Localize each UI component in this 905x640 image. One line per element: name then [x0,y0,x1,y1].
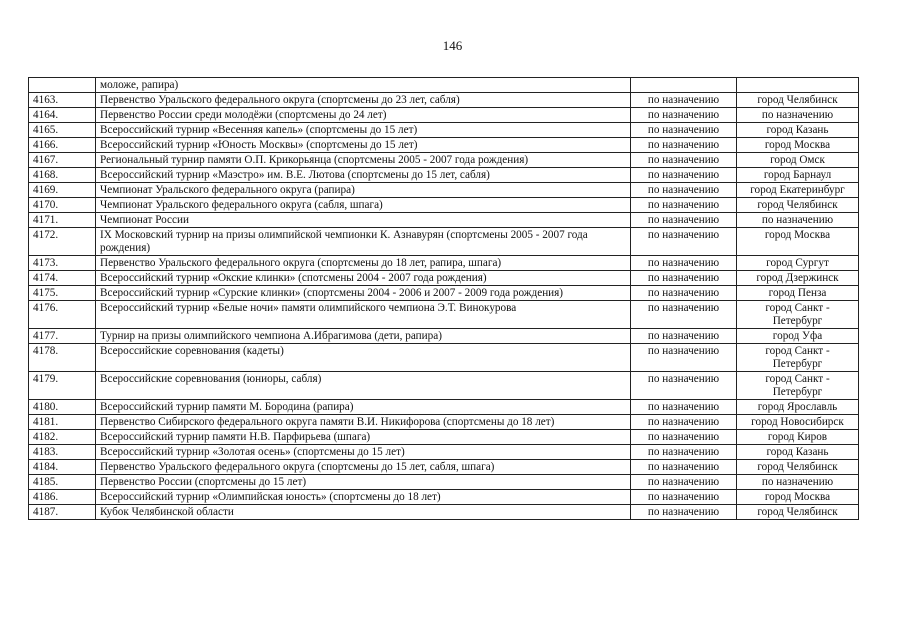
event-name: моложе, рапира) [96,78,631,93]
event-date: по назначению [631,301,737,329]
page-number: 146 [442,38,463,53]
row-number: 4180. [29,400,96,415]
event-place: город Уфа [737,329,859,344]
event-place: город Челябинск [737,198,859,213]
table-row [29,213,859,228]
event-name: Турнир на призы олимпийского чемпиона А.Ибрагимова (дети, рапира) [96,329,631,344]
row-number: 4187. [29,505,96,520]
event-name: Региональный турнир памяти О.П. Крикорьянца (спортсмены 2005 - 2007 года рождения) [96,153,631,168]
row-number: 4179. [29,372,96,400]
event-place: город Санкт - Петербург [737,301,859,329]
row-number: 4170. [29,198,96,213]
event-place: город Челябинск [737,460,859,475]
table-row [29,271,859,286]
event-name: Всероссийский турнир «Маэстро» им. В.Е. Лютова (спортсмены до 15 лет, сабля) [96,168,631,183]
event-date: по назначению [631,153,737,168]
table-row [29,153,859,168]
event-place: город Челябинск [737,505,859,520]
row-number: 4186. [29,490,96,505]
event-place: город Москва [737,228,859,256]
event-name: Чемпионат России [96,213,631,228]
event-date [631,78,737,93]
event-place: город Санкт - Петербург [737,372,859,400]
event-place: по назначению [737,213,859,228]
event-date: по назначению [631,93,737,108]
row-number: 4169. [29,183,96,198]
event-name: Первенство России (спортсмены до 15 лет) [96,475,631,490]
event-place: город Дзержинск [737,271,859,286]
event-place: город Киров [737,430,859,445]
event-name: Всероссийский турнир «Окские клинки» (спотсмены 2004 - 2007 года рождения) [96,271,631,286]
table-row [29,460,859,475]
event-date: по назначению [631,183,737,198]
event-place: город Сургут [737,256,859,271]
event-name: Всероссийский турнир «Белые ночи» памяти олимпийского чемпиона Э.Т. Винокурова [96,301,631,329]
row-number: 4185. [29,475,96,490]
table-row [29,123,859,138]
event-place: город Барнаул [737,168,859,183]
event-place: город Новосибирск [737,415,859,430]
event-name: Всероссийский турнир «Олимпийская юность» (спортсмены до 18 лет) [96,490,631,505]
event-date: по назначению [631,460,737,475]
table-row [29,415,859,430]
event-place: город Санкт - Петербург [737,344,859,372]
event-name: Чемпионат Уральского федерального округа (рапира) [96,183,631,198]
event-place: город Москва [737,490,859,505]
table-row [29,445,859,460]
event-name: Всероссийские соревнования (юниоры, сабля) [96,372,631,400]
event-name: Всероссийский турнир памяти М. Бородина (рапира) [96,400,631,415]
event-name: Всероссийские соревнования (кадеты) [96,344,631,372]
event-name: Всероссийский турнир «Весенняя капель» (спортсмены до 15 лет) [96,123,631,138]
table-row [29,168,859,183]
events-table-body [29,78,859,520]
table-row [29,78,859,93]
table-row [29,256,859,271]
row-number: 4171. [29,213,96,228]
event-date: по назначению [631,168,737,183]
table-row [29,344,859,372]
table-row [29,301,859,329]
event-place: город Ярославль [737,400,859,415]
row-number: 4168. [29,168,96,183]
event-date: по назначению [631,271,737,286]
event-place: город Казань [737,445,859,460]
event-date: по назначению [631,198,737,213]
table-row [29,198,859,213]
table-row [29,108,859,123]
row-number: 4184. [29,460,96,475]
table-row [29,475,859,490]
table-row [29,93,859,108]
row-number: 4163. [29,93,96,108]
row-number: 4167. [29,153,96,168]
event-date: по назначению [631,344,737,372]
table-row [29,372,859,400]
table-row [29,329,859,344]
event-date: по назначению [631,329,737,344]
row-number: 4174. [29,271,96,286]
row-number: 4173. [29,256,96,271]
event-date: по назначению [631,123,737,138]
event-place: город Екатеринбург [737,183,859,198]
event-date: по назначению [631,228,737,256]
table-row [29,138,859,153]
event-place: город Казань [737,123,859,138]
event-name: Первенство Уральского федерального округа (спортсмены до 18 лет, рапира, шпага) [96,256,631,271]
event-date: по назначению [631,256,737,271]
event-name: Первенство Уральского федерального округа (спортсмены до 23 лет, сабля) [96,93,631,108]
event-name: Первенство России среди молодёжи (спортсмены до 24 лет) [96,108,631,123]
row-number: 4175. [29,286,96,301]
event-date: по назначению [631,490,737,505]
event-date: по назначению [631,415,737,430]
event-date: по назначению [631,445,737,460]
event-name: Кубок Челябинской области [96,505,631,520]
event-name: Всероссийский турнир «Юность Москвы» (спортсмены до 15 лет) [96,138,631,153]
table-row [29,286,859,301]
event-place [737,78,859,93]
event-name: Всероссийский турнир «Сурские клинки» (спортсмены 2004 - 2006 и 2007 - 2009 года рождения) [96,286,631,301]
table-row [29,183,859,198]
event-name: Чемпионат Уральского федерального округа (сабля, шпага) [96,198,631,213]
event-date: по назначению [631,475,737,490]
event-date: по назначению [631,400,737,415]
event-place: по назначению [737,108,859,123]
event-place: город Пенза [737,286,859,301]
table-row [29,490,859,505]
event-date: по назначению [631,286,737,301]
event-place: город Москва [737,138,859,153]
row-number: 4176. [29,301,96,329]
row-number: 4181. [29,415,96,430]
row-number: 4177. [29,329,96,344]
row-number: 4164. [29,108,96,123]
row-number: 4165. [29,123,96,138]
event-date: по назначению [631,213,737,228]
row-number [29,78,96,93]
event-name: Первенство Сибирского федерального округа памяти В.И. Никифорова (спортсмены до 18 лет) [96,415,631,430]
table-row [29,400,859,415]
event-place: город Омск [737,153,859,168]
events-table [28,77,859,520]
event-name: Всероссийский турнир памяти Н.В. Парфирьева (шпага) [96,430,631,445]
event-place: по назначению [737,475,859,490]
event-date: по назначению [631,505,737,520]
event-name: Всероссийский турнир «Золотая осень» (спортсмены до 15 лет) [96,445,631,460]
table-row [29,228,859,256]
event-date: по назначению [631,430,737,445]
row-number: 4166. [29,138,96,153]
event-name: Первенство Уральского федерального округа (спортсмены до 15 лет, сабля, шпага) [96,460,631,475]
row-number: 4182. [29,430,96,445]
event-place: город Челябинск [737,93,859,108]
event-date: по назначению [631,138,737,153]
row-number: 4178. [29,344,96,372]
event-date: по назначению [631,372,737,400]
table-row [29,430,859,445]
event-date: по назначению [631,108,737,123]
row-number: 4172. [29,228,96,256]
event-name: IX Московский турнир на призы олимпийской чемпионки К. Азнавурян (спортсмены 2005 - 2007 года рождения) [96,228,631,256]
table-row [29,505,859,520]
row-number: 4183. [29,445,96,460]
